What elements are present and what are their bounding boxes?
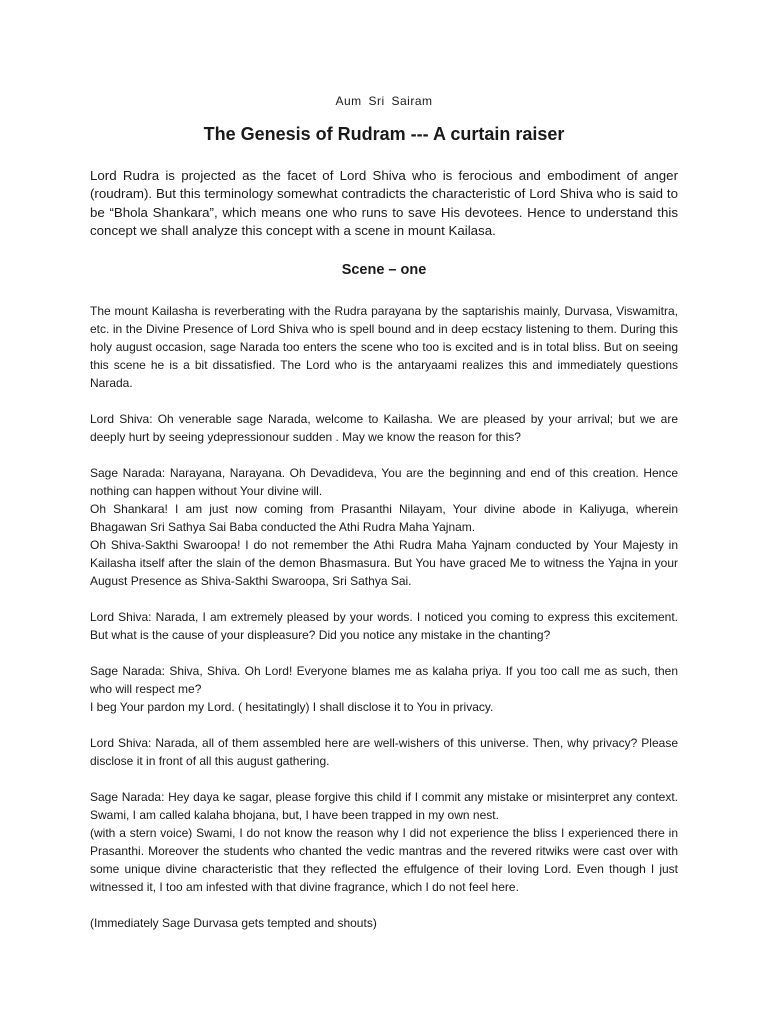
- invocation-header: Aum Sri Sairam: [335, 94, 433, 108]
- dialogue-lord-shiva: [90, 410, 678, 446]
- dialogue-lord-shiva: [90, 608, 678, 644]
- dialogue-sage-narada: [90, 464, 678, 590]
- paragraph-line: The mount Kailasha is reverberating with the Rudra parayana by the saptarishis mainly, Durvasa, Viswamitra, etc. in the Divine Presence of Lord Shiva who is spell bound and in deep ecstacy listening to them. During this holy august occasion, sage Narada too enters the scene who too is excited and is in total bliss. But on seeing this scene he is a bit dissatisfied. The Lord who is the antaryaami realizes this and immediately questions Narada.: [90, 304, 678, 390]
- paragraph-line: Lord Shiva: Narada, all of them assembled here are well-wishers of this universe. Then, why privacy? Please disclose it in front of all this august gathering.: [90, 736, 678, 768]
- paragraph-line: Sage Narada: Shiva, Shiva. Oh Lord! Everyone blames me as kalaha priya. If you too call me as such, then who will respect me?: [90, 664, 678, 696]
- paragraph-line: Oh Shankara! I am just now coming from Prasanthi Nilayam, Your divine abode in Kaliyuga, wherein Bhagawan Sri Sathya Sai Baba conducted the Athi Rudra Maha Yajnam.: [90, 502, 678, 534]
- dialogue-lord-shiva: [90, 734, 678, 770]
- page-title: The Genesis of Rudram --- A curtain raiser: [203, 124, 565, 144]
- paragraph-line: Sage Narada: Hey daya ke sagar, please forgive this child if I commit any mistake or misinterpret any context. Swami, I am called kalaha bhojana, but, I have been trapped in my own nest.: [90, 790, 678, 822]
- dialogue-sage-narada: [90, 788, 678, 896]
- scene-title: Scene – one: [341, 262, 427, 278]
- paragraph-line: (with a stern voice) Swami, I do not know the reason why I did not experience the bliss I experienced there in Prasanthi. Moreover the students who chanted the vedic mantras and the revered ritwiks were cast over with some unique divine characteristic that they reflected the effulgence of their loving Lord. Even though I just witnessed it, I too am infested with that divine fragrance, which I do not feel here.: [90, 826, 678, 894]
- stage-direction: [90, 914, 678, 932]
- paragraph-line: I beg Your pardon my Lord. ( hesitatingly) I shall disclose it to You in privacy.: [90, 700, 494, 714]
- dialogue-sage-narada: [90, 662, 678, 716]
- paragraph-line: Sage Narada: Narayana, Narayana. Oh Devadideva, You are the beginning and end of this creation. Hence nothing can happen without Your divine will.: [90, 466, 678, 498]
- intro-paragraph: Lord Rudra is projected as the facet of Lord Shiva who is ferocious and embodiment of anger (roudram). But this terminology somewhat contradicts the characteristic of Lord Shiva who is said to be “Bhola Shankara”, which means one who runs to save His devotees. Hence to understand this concept we shall analyze this concept with a scene in mount Kailasa.: [90, 168, 678, 238]
- scene-body: [90, 302, 678, 950]
- intro-section: [90, 167, 678, 240]
- paragraph-line: Lord Shiva: Oh venerable sage Narada, welcome to Kailasha. We are pleased by your arrival; but we are deeply hurt by seeing ydepressionour sudden . May we know the reason for this?: [90, 412, 678, 444]
- paragraph-line: (Immediately Sage Durvasa gets tempted and shouts): [90, 916, 377, 930]
- narration-paragraph: [90, 302, 678, 392]
- paragraph-line: Oh Shiva-Sakthi Swaroopa! I do not remember the Athi Rudra Maha Yajnam conducted by Your Majesty in Kailasha itself after the slain of the demon Bhasmasura. But You have graced Me to witness the Yajna in your August Presence as Shiva-Sakthi Swaroopa, Sri Sathya Sai.: [90, 538, 678, 588]
- paragraph-line: Lord Shiva: Narada, I am extremely pleased by your words. I noticed you coming to express this excitement. But what is the cause of your displeasure? Did you notice any mistake in the chanting?: [90, 610, 678, 642]
